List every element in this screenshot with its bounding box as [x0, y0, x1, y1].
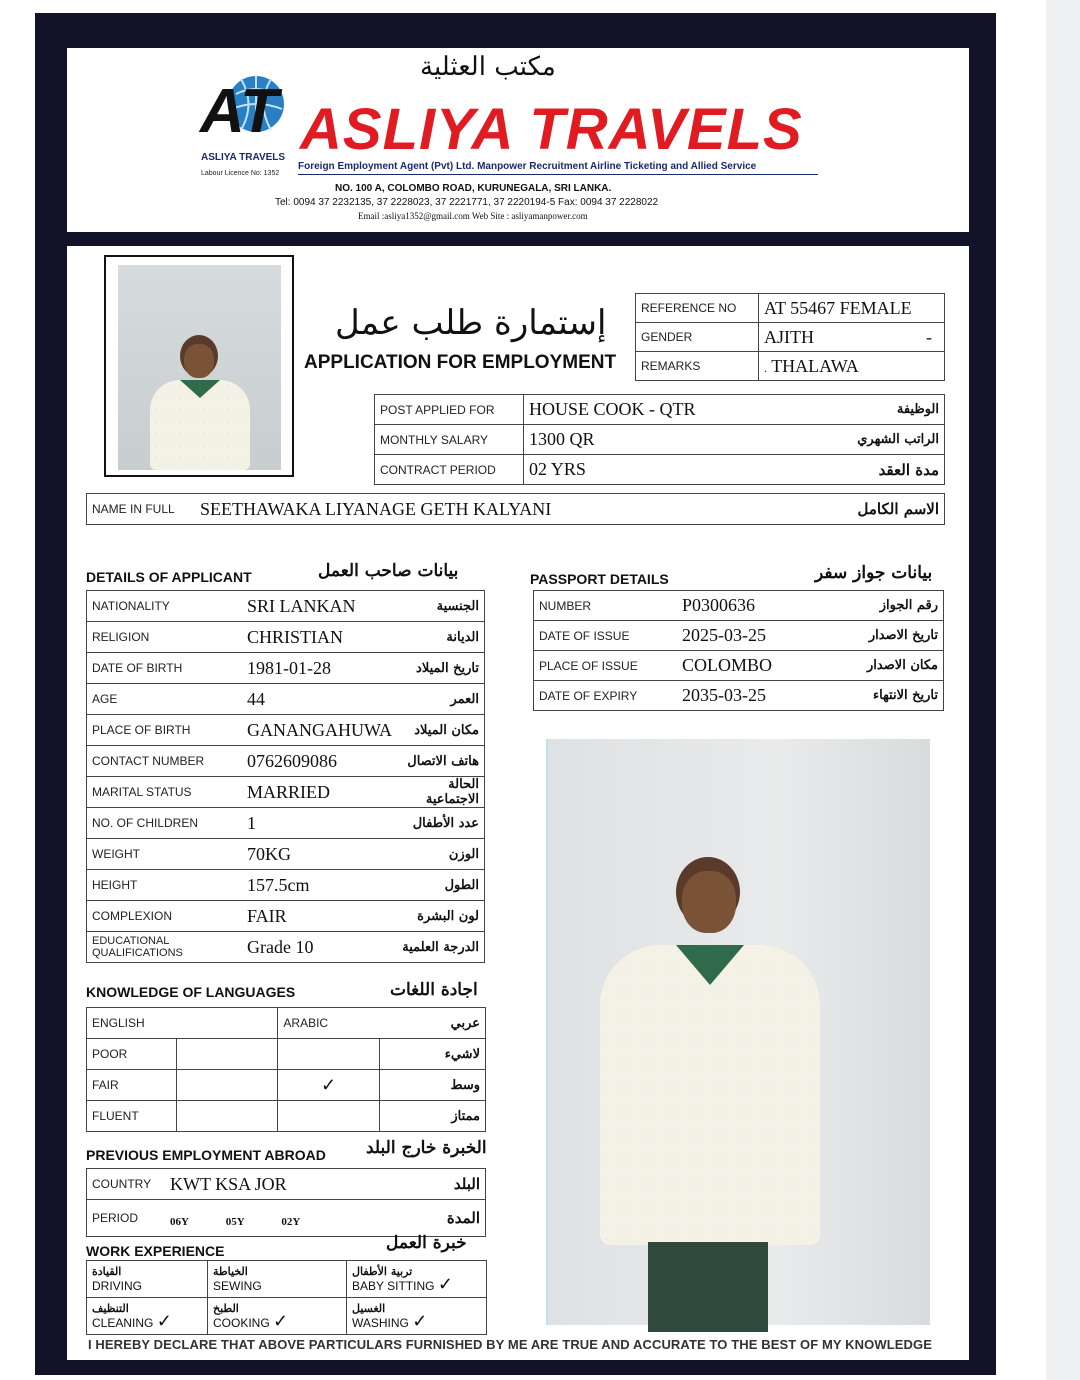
company-phone: Tel: 0094 37 2232135, 37 2228023, 37 2221771, 37 2220194-5 Fax: 0094 37 2228022 — [275, 197, 659, 208]
applicant-field-label: EDUCATIONAL QUALIFICATIONS — [87, 932, 243, 963]
period-value: 05Y — [225, 1216, 245, 1228]
languages-english-header: ENGLISH — [87, 1008, 278, 1039]
languages-table — [86, 1007, 486, 1132]
previous-table — [86, 1168, 486, 1237]
applicant-field-label-ar: لون البشرة — [397, 901, 485, 932]
applicant-field-label-ar: الحالة الاجتماعية — [397, 777, 485, 808]
passport-field-value: 2035-03-25 — [677, 681, 822, 711]
applicant-field-label-ar: هاتف الاتصال — [397, 746, 485, 777]
logo-letters: AT — [200, 77, 279, 146]
passport-field-label: PLACE OF ISSUE — [534, 651, 678, 681]
experience-section-title: WORK EXPERIENCE — [86, 1243, 225, 1259]
applicant-field-label-ar: العمر — [397, 684, 485, 715]
remarks-prefix: . — [764, 360, 767, 375]
language-level-label-ar: لاشيء — [379, 1039, 485, 1070]
passport-field-label-ar: مكان الاصدار — [822, 651, 944, 681]
passport-field-label-ar: تاريخ الانتهاء — [822, 681, 944, 711]
experience-cooking: الطبخ COOKING ✓ — [208, 1298, 347, 1335]
post-label-ar: الوظيفة — [814, 395, 945, 425]
company-address: NO. 100 A, COLOMBO ROAD, KURUNEGALA, SRI LANKA. — [335, 183, 612, 194]
passport-field-value: COLOMBO — [677, 651, 822, 681]
experience-washing: الغسيل WASHING ✓ — [347, 1298, 487, 1335]
passport-section-title-ar: بيانات جواز سفر — [815, 563, 933, 583]
salary-label: MONTHLY SALARY — [375, 425, 524, 455]
contract-label: CONTRACT PERIOD — [375, 455, 524, 485]
applicant-field-label: HEIGHT — [87, 870, 243, 901]
experience-table — [86, 1260, 487, 1335]
applicant-field-label: CONTACT NUMBER — [87, 746, 243, 777]
language-level-label-ar: وسط — [379, 1070, 485, 1101]
name-value: SEETHAWAKA LIYANAGE GETH KALYANI — [195, 494, 824, 525]
arabic-level-mark: ✓ — [278, 1070, 379, 1101]
applicant-field-value: 0762609086 — [242, 746, 397, 777]
languages-arabic-header: ARABIC — [278, 1008, 379, 1039]
applicant-field-value: FAIR — [242, 901, 397, 932]
right-gutter — [1046, 0, 1080, 1380]
applicant-field-label: MARITAL STATUS — [87, 777, 243, 808]
gender-suffix: - — [926, 326, 932, 347]
period-label: PERIOD — [87, 1200, 166, 1237]
form.passport-row — [534, 651, 944, 681]
applicant-field-label-ar: مكان الميلاد — [397, 715, 485, 746]
period-value: 06Y — [170, 1216, 189, 1228]
passport-field-label: NUMBER — [534, 591, 678, 621]
applicant-field-label-ar: الديانة — [397, 622, 485, 653]
country-value: KWT KSA JOR — [165, 1169, 405, 1200]
language-level-label: FLUENT — [87, 1101, 177, 1132]
applicant-field-value: Grade 10 — [242, 932, 397, 963]
experience-driving: القيادة DRIVING — [87, 1261, 208, 1298]
applicant-field-label: RELIGION — [87, 622, 243, 653]
form.applicant-row — [87, 839, 485, 870]
post-value: HOUSE COOK - QTR — [524, 395, 815, 425]
previous-section-title-ar: الخبرة خارج البلد — [366, 1138, 487, 1158]
name-label: NAME IN FULL — [87, 494, 196, 525]
form.applicant-row — [87, 808, 485, 839]
applicant-field-label-ar: تاريخ الميلاد — [397, 653, 485, 684]
logo-name: ASLIYA TRAVELS — [201, 152, 286, 163]
applicant-section-title: DETAILS OF APPLICANT — [86, 569, 252, 585]
company-name: ASLIYA TRAVELS — [300, 97, 803, 162]
period-value: 02Y — [281, 1216, 301, 1228]
remarks-value: THALAWA — [771, 355, 859, 376]
form.passport-row — [534, 681, 944, 711]
applicant-field-value: 70KG — [242, 839, 397, 870]
form.applicant-row — [87, 653, 485, 684]
passport-field-label-ar: تاريخ الاصدار — [822, 621, 944, 651]
applicant-field-value: 157.5cm — [242, 870, 397, 901]
post-label: POST APPLIED FOR — [375, 395, 524, 425]
passport-field-label: DATE OF EXPIRY — [534, 681, 678, 711]
salary-label-ar: الراتب الشهري — [814, 425, 945, 455]
passport-field-label: DATE OF ISSUE — [534, 621, 678, 651]
license-number: Labour Licence No: 1352 — [201, 170, 280, 177]
applicant-field-label-ar: الجنسية — [397, 591, 485, 622]
applicant-field-value: GANANGAHUWA — [242, 715, 397, 746]
declaration: I HEREBY DECLARE THAT ABOVE PARTICULARS FURNISHED BY ME ARE TRUE AND ACCURATE TO THE BEST OF MY KNOWLEDGE — [88, 1337, 932, 1352]
english-level-mark — [176, 1070, 278, 1101]
period-label-ar: المدة — [405, 1200, 486, 1237]
applicant-field-label-ar: الوزن — [397, 839, 485, 870]
passport-field-value: 2025-03-25 — [677, 621, 822, 651]
language-level-label-ar: ممتاز — [379, 1101, 485, 1132]
form.passport-row — [534, 621, 944, 651]
applicant-field-value: 1981-01-28 — [242, 653, 397, 684]
arabic-level-mark — [278, 1101, 379, 1132]
salary-value: 1300 QR — [524, 425, 815, 455]
applicant-table — [86, 590, 485, 963]
country-label: COUNTRY — [87, 1169, 166, 1200]
english-level-mark — [176, 1101, 278, 1132]
applicant-section-title-ar: بيانات صاحب العمل — [318, 561, 459, 581]
applicant-photo-full — [546, 739, 930, 1325]
company-email: Email :asliya1352@gmail.com Web Site : asliyamanpower.com — [358, 211, 588, 221]
applicant-field-label: WEIGHT — [87, 839, 243, 870]
applicant-field-value: 1 — [242, 808, 397, 839]
gender-value: AJITH — [764, 326, 814, 347]
applicant-field-label-ar: الدرجة العلمية — [397, 932, 485, 963]
applicant-field-label: NATIONALITY — [87, 591, 243, 622]
company-logo — [196, 64, 296, 154]
form.applicant-row — [87, 777, 485, 808]
form.applicant-row — [87, 746, 485, 777]
reference-value: AT 55467 FEMALE — [759, 294, 945, 323]
reference-table — [635, 293, 945, 381]
applicant-photo-small — [104, 255, 294, 477]
name-label-ar: الاسم الكامل — [824, 494, 945, 525]
contract-label-ar: مدة العقد — [814, 455, 945, 485]
name-table — [86, 493, 945, 525]
form-title: APPLICATION FOR EMPLOYMENT — [304, 352, 617, 373]
form.passport-row — [534, 591, 944, 621]
form.applicant-row — [87, 870, 485, 901]
post-table — [374, 394, 945, 485]
applicant-field-label: COMPLEXION — [87, 901, 243, 932]
previous-section-title: PREVIOUS EMPLOYMENT ABROAD — [86, 1147, 326, 1163]
form.applicant-row — [87, 901, 485, 932]
remarks-label: REMARKS — [636, 352, 759, 381]
languages-arabic-header-ar: عربي — [379, 1008, 485, 1039]
reference-label: REFERENCE NO — [636, 294, 759, 323]
company-arabic-name: مكتب العثلية — [420, 52, 556, 82]
contract-value: 02 YRS — [524, 455, 815, 485]
applicant-field-value: MARRIED — [242, 777, 397, 808]
experience-baby-sitting: تربية الأطفال BABY SITTING ✓ — [347, 1261, 487, 1298]
passport-section-title: PASSPORT DETAILS — [530, 571, 669, 587]
experience-section-title-ar: خبرة العمل — [386, 1233, 467, 1253]
gender-label: GENDER — [636, 323, 759, 352]
applicant-field-value: 44 — [242, 684, 397, 715]
form.applicant-row — [87, 591, 485, 622]
passport-field-label-ar: رقم الجواز — [822, 591, 944, 621]
form.applicant-row — [87, 715, 485, 746]
applicant-field-value: SRI LANKAN — [242, 591, 397, 622]
language-level-label: POOR — [87, 1039, 177, 1070]
applicant-field-label-ar: الطول — [397, 870, 485, 901]
experience-sewing: الخياطة SEWING — [208, 1261, 347, 1298]
passport-field-value: P0300636 — [677, 591, 822, 621]
form.applicant-row — [87, 932, 485, 963]
passport-table — [533, 590, 944, 711]
applicant-field-label: DATE OF BIRTH — [87, 653, 243, 684]
form-title-arabic: إستمارة طلب عمل — [335, 303, 607, 343]
form.applicant-row — [87, 622, 485, 653]
language-level-label: FAIR — [87, 1070, 177, 1101]
arabic-level-mark — [278, 1039, 379, 1070]
languages-section-title: KNOWLEDGE OF LANGUAGES — [86, 984, 296, 1000]
experience-cleaning: التنظيف CLEANING ✓ — [87, 1298, 208, 1335]
languages-section-title-ar: اجادة اللغات — [390, 980, 478, 1000]
form.applicant-row — [87, 684, 485, 715]
applicant-field-label: PLACE OF BIRTH — [87, 715, 243, 746]
applicant-field-value: CHRISTIAN — [242, 622, 397, 653]
country-label-ar: البلد — [405, 1169, 486, 1200]
applicant-field-label: NO. OF CHILDREN — [87, 808, 243, 839]
english-level-mark — [176, 1039, 278, 1070]
applicant-field-label: AGE — [87, 684, 243, 715]
applicant-field-label-ar: عدد الأطفال — [397, 808, 485, 839]
company-tagline: Foreign Employment Agent (Pvt) Ltd. Manpower Recruitment Airline Ticketing and Allied Service — [298, 161, 818, 175]
